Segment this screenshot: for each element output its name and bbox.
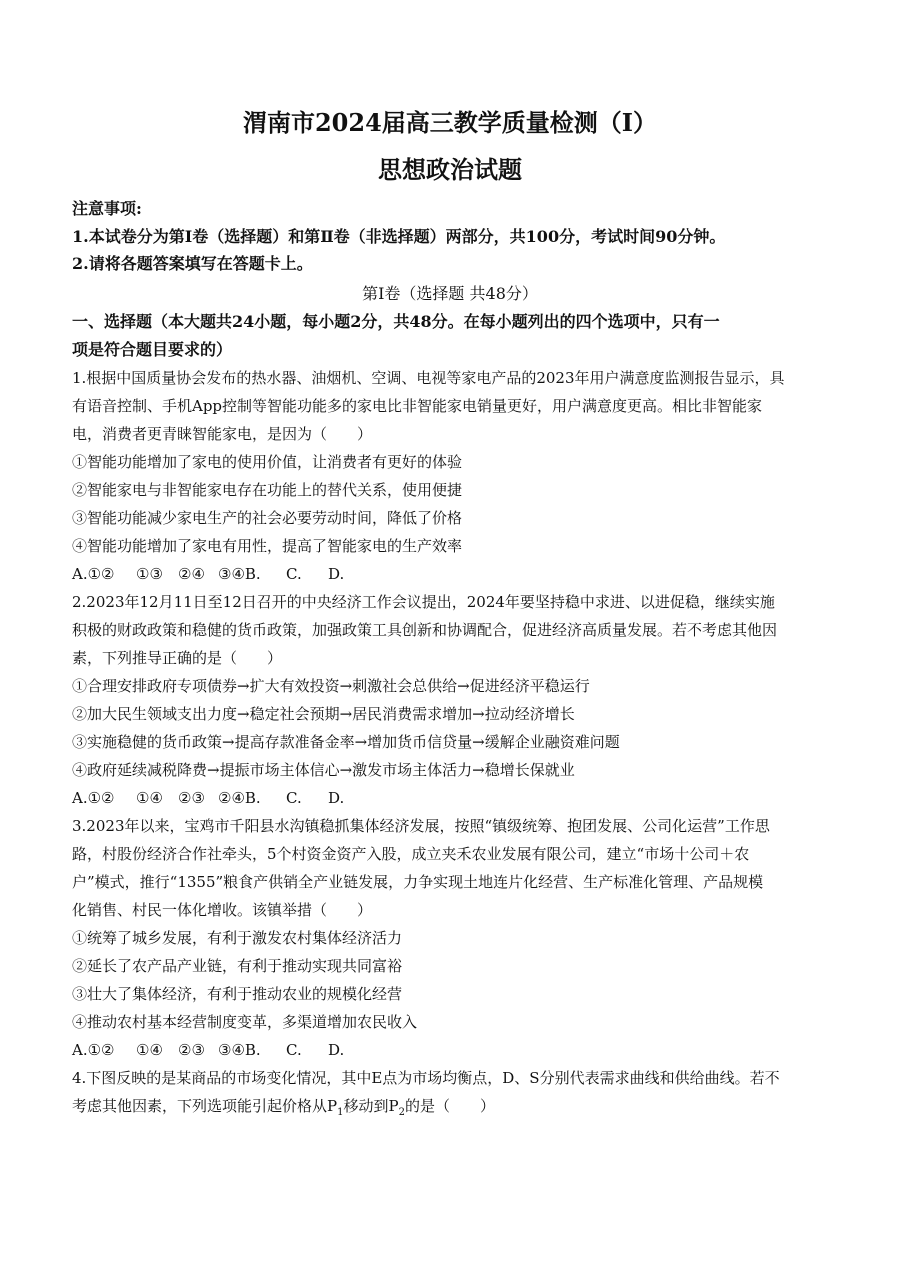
q4-stem-text-b: 移动到P [343,1097,399,1115]
q4-stem-text-a: 考虑其他因素，下列选项能引起价格从P [72,1097,338,1115]
q2-stem-line-1: 2.2023年12月11日至12日召开的中央经济工作会议提出，2024年要坚持稳中求进、以进促稳，继续实施 [72,593,775,611]
q1-option-c: C. [286,565,302,583]
q2-statement-2: ②加大民生领域支出力度→稳定社会预期→居民消费需求增加→拉动经济增长 [72,705,575,723]
q2-option-a: A.①② [72,789,115,807]
q3-statement-4: ④推动农村基本经营制度变革，多渠道增加农民收入 [72,1013,418,1031]
q1-option-c-value: ②④ [178,565,205,583]
q2-option-c: C. [286,789,302,807]
q2-statement-3: ③实施稳健的货币政策→提高存款准备金率→增加货币信贷量→缓解企业融资难问题 [72,733,620,751]
part1-heading: 第Ⅰ卷（选择题 共48分） [362,284,538,303]
q3-stem-line-3: 户”模式，推行“1355”粮食产供销全产业链发展，力争实现土地连片化经营、生产标准化管理、产品规模 [72,873,764,891]
q1-statement-1: ①智能功能增加了家电的使用价值，让消费者有更好的体验 [72,453,463,471]
q2-stem-line-2: 积极的财政政策和稳健的货币政策，加强政策工具创新和协调配合，促进经济高质量发展。若不考虑其他因 [72,621,778,639]
q1-stem-line-1: 1.根据中国质量协会发布的热水器、油烟机、空调、电视等家电产品的2023年用户满意度监测报告显示，具 [72,369,785,387]
q3-option-c: C. [286,1041,302,1059]
q3-option-b-value: ①④ [136,1041,163,1059]
q3-statement-3: ③壮大了集体经济，有利于推动农业的规模化经营 [72,985,403,1003]
q4-subscript-1: 1 [337,1107,344,1118]
q2-option-d-value: ②④B. [218,789,261,807]
notes-item-1: 1.本试卷分为第Ⅰ卷（选择题）和第Ⅱ卷（非选择题）两部分，共100分，考试时间90分钟。 [72,227,726,246]
q1-option-d: D. [328,565,345,583]
q1-option-b-value: ①③ [136,565,163,583]
q4-subscript-2: 2 [398,1107,405,1118]
q1-stem-line-3: 电，消费者更青睐智能家电，是因为（ ） [72,425,373,443]
q3-statement-2: ②延长了农产品产业链，有利于推动实现共同富裕 [72,957,403,975]
q2-options [72,787,344,809]
q4-stem-text-c: 的是（ ） [404,1097,495,1115]
q1-option-d-value: ③④B. [218,565,261,583]
exam-title: 渭南市2024届高三教学质量检测（Ⅰ） [242,108,658,137]
section-heading-line-2: 项是符合题目要求的） [72,340,233,359]
q1-statement-4: ④智能功能增加了家电有用性，提高了智能家电的生产效率 [72,537,463,555]
notes-heading: 注意事项: [72,199,142,218]
q1-statement-3: ③智能功能减少家电生产的社会必要劳动时间，降低了价格 [72,509,463,527]
q3-stem-line-4: 化销售、村民一体化增收。该镇举措（ ） [72,901,373,919]
q2-statement-4: ④政府延续减税降费→提振市场主体信心→激发市场主体活力→稳增长保就业 [72,761,575,779]
q3-statement-1: ①统筹了城乡发展，有利于激发农村集体经济活力 [72,929,403,947]
q1-options [72,563,344,585]
exam-subtitle: 思想政治试题 [378,155,522,184]
q3-stem-line-2: 路，村股份经济合作社牵头，5个村资金资产入股，成立夹禾农业发展有限公司，建立“市场十公司＋农 [72,845,750,863]
q1-option-a: A.①② [72,565,115,583]
q4-stem-line-2 [72,1095,832,1117]
q1-statement-2: ②智能家电与非智能家电存在功能上的替代关系，使用便捷 [72,481,463,499]
q3-option-d-value: ③④B. [218,1041,261,1059]
q2-option-d: D. [328,789,345,807]
q2-option-b-value: ①④ [136,789,163,807]
q3-options [72,1039,344,1061]
q2-statement-1: ①合理安排政府专项债券→扩大有效投资→刺激社会总供给→促进经济平稳运行 [72,677,590,695]
q1-stem-line-2: 有语音控制、手机App控制等智能功能多的家电比非智能家电销量更好，用户满意度更高。相比非智能家 [72,397,763,415]
section-heading-line-1: 一、选择题（本大题共24小题，每小题2分，共48分。在每小题列出的四个选项中，只有一 [72,312,720,331]
q3-option-d: D. [328,1041,345,1059]
q3-option-a: A.①② [72,1041,115,1059]
q3-stem-line-1: 3.2023年以来，宝鸡市千阳县水沟镇稳抓集体经济发展，按照“镇级统筹、抱团发展、公司化运营”工作思 [72,817,770,835]
q2-stem-line-3: 素，下列推导正确的是（ ） [72,649,283,667]
q3-option-c-value: ②③ [178,1041,205,1059]
q4-stem-line-1: 4.下图反映的是某商品的市场变化情况，其中E点为市场均衡点，D、S分别代表需求曲线和供给曲线。若不 [72,1069,780,1087]
q2-option-c-value: ②③ [178,789,205,807]
notes-item-2: 2.请将各题答案填写在答题卡上。 [72,254,313,273]
